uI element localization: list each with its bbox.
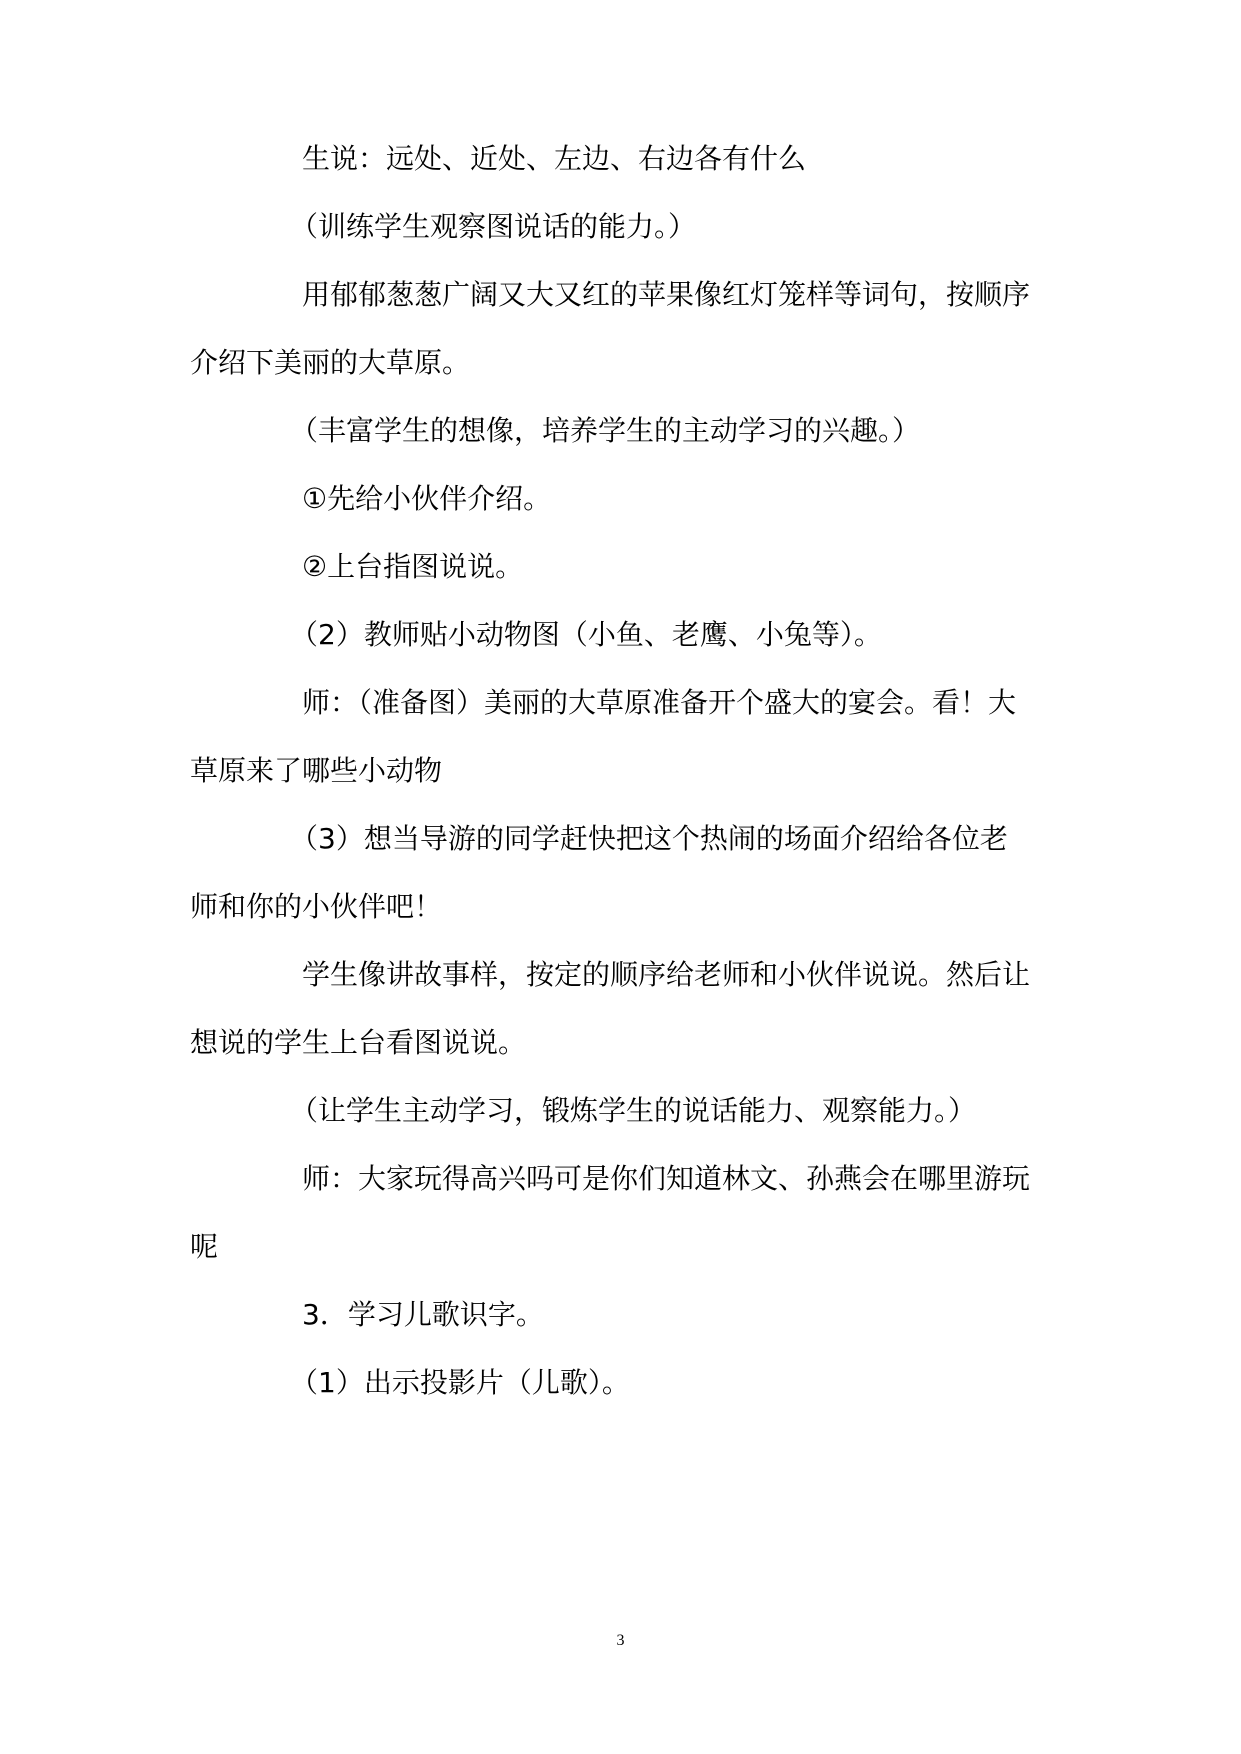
text-line: 介绍下美丽的大草原。 — [190, 346, 471, 379]
text-line: 学生像讲故事样，按定的顺序给老师和小伙伴说说。然后让 — [302, 958, 1031, 991]
text-line: （丰富学生的想像，培养学生的主动学习的兴趣。） — [290, 414, 921, 447]
text-line: （让学生主动学习，锻炼学生的说话能力、观察能力。） — [290, 1094, 977, 1127]
text-line: （训练学生观察图说话的能力。） — [290, 210, 697, 243]
text-line: 师：（准备图）美丽的大草原准备开个盛大的宴会。看！大 — [302, 686, 1017, 719]
text-line: 呢 — [190, 1230, 219, 1263]
text-line: （3）想当导游的同学赶快把这个热闹的场面介绍给各位老 — [290, 822, 1008, 855]
text-line: （2）教师贴小动物图（小鱼、老鹰、小兔等）。 — [290, 618, 882, 651]
text-line: 师：大家玩得高兴吗可是你们知道林文、孙燕会在哪里游玩 — [302, 1162, 1031, 1195]
page-number: 3 — [616, 1632, 625, 1649]
text-line: ②上台指图说说。 — [302, 550, 524, 583]
text-line: 草原来了哪些小动物 — [190, 754, 443, 787]
text-line: （1）出示投影片（儿歌）。 — [290, 1366, 630, 1399]
text-line: 想说的学生上台看图说说。 — [190, 1026, 527, 1059]
text-line: 用郁郁葱葱广阔又大又红的苹果像红灯笼样等词句，按顺序 — [302, 278, 1031, 311]
text-line: 师和你的小伙伴吧！ — [190, 890, 443, 923]
document-body — [190, 143, 1052, 1435]
text-line: 生说：远处、近处、左边、右边各有什么 — [302, 142, 807, 175]
text-line: 3．学习儿歌识字。 — [302, 1298, 544, 1331]
text-line: ①先给小伙伴介绍。 — [302, 482, 552, 515]
